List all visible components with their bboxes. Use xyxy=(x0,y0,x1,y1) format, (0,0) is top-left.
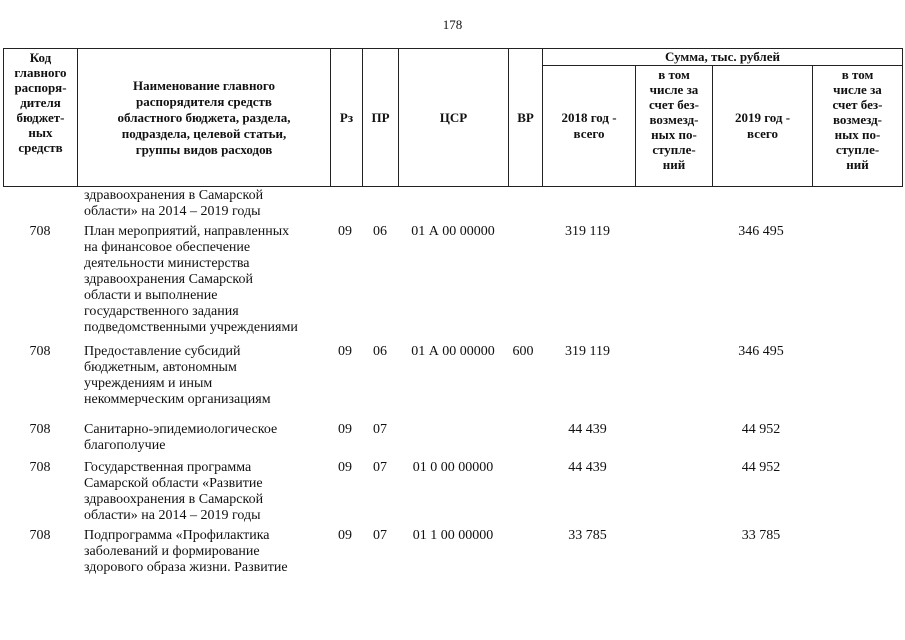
row-rz: 09 xyxy=(338,344,352,359)
row-y2019: 44 952 xyxy=(741,460,781,475)
row-name: здравоохранения в Самарской области» на 2014 – 2019 годы xyxy=(84,188,264,219)
row-rz: 09 xyxy=(338,224,352,239)
row-rz: 09 xyxy=(338,460,352,475)
row-csr: 01 А 00 00000 xyxy=(411,224,495,239)
header-y2019: 2019 год - всего xyxy=(713,66,813,187)
row-pr: 06 xyxy=(373,344,387,359)
row-code: 708 xyxy=(29,528,51,543)
row-pr: 07 xyxy=(373,422,387,437)
row-pr: 07 xyxy=(373,460,387,475)
row-csr: 01 1 00 00000 xyxy=(412,528,494,543)
row-code: 708 xyxy=(29,344,51,359)
row-y2019: 44 952 xyxy=(741,422,781,437)
row-y2019: 346 495 xyxy=(738,224,784,239)
row-rz: 09 xyxy=(338,422,352,437)
header-free2018: в том числе за счет без- возмезд- ных по- ступле- ний xyxy=(636,66,713,187)
table-header xyxy=(3,48,903,187)
row-y2018: 44 439 xyxy=(568,422,607,437)
row-vr: 600 xyxy=(512,344,534,359)
row-pr: 06 xyxy=(373,224,387,239)
row-csr: 01 0 00 00000 xyxy=(412,460,494,475)
row-name: Санитарно-эпидемиологическое благополучие xyxy=(84,422,278,453)
row-code: 708 xyxy=(29,224,51,239)
header-rz: Рз xyxy=(331,49,363,187)
row-name: Подпрограмма «Профилактика заболеваний и формирование здорового образа жизни. Развитие xyxy=(84,528,288,575)
header-pr: ПР xyxy=(363,49,399,187)
header-sum: Сумма, тыс. рублей xyxy=(543,49,903,66)
header-csr: ЦСР xyxy=(399,49,509,187)
header-code: Код главного распоря- дителя бюджет- ных средств xyxy=(4,49,78,187)
row-y2018: 319 119 xyxy=(565,344,610,359)
row-y2018: 33 785 xyxy=(568,528,607,543)
header-y2018: 2018 год - всего xyxy=(543,66,636,187)
header-vr: ВР xyxy=(509,49,543,187)
row-pr: 07 xyxy=(373,528,387,543)
page-number: 178 xyxy=(442,17,463,32)
row-y2018: 44 439 xyxy=(568,460,607,475)
row-name: Государственная программа Самарской области «Развитие здравоохранения в Самарской области» на 2014 – 2019 годы xyxy=(84,460,264,523)
row-rz: 09 xyxy=(338,528,352,543)
header-free2019: в том числе за счет без- возмезд- ных по- ступле- ний xyxy=(813,66,903,187)
row-name: Предоставление субсидий бюджетным, автономным учреждениям и иным некоммерческим организациям xyxy=(84,344,271,407)
header-name: Наименование главного распорядителя средств областного бюджета, раздела, подраздела, целевой статьи, группы видов расходов xyxy=(78,49,331,187)
row-y2019: 346 495 xyxy=(738,344,784,359)
row-code: 708 xyxy=(29,422,51,437)
row-y2018: 319 119 xyxy=(565,224,610,239)
row-y2019: 33 785 xyxy=(741,528,781,543)
row-name: План мероприятий, направленных на финансовое обеспечение деятельности министерства здравоохранения Самарской области и выполнение государственного задания подведомственными учреждениями xyxy=(84,224,298,335)
row-code: 708 xyxy=(29,460,51,475)
row-csr: 01 А 00 00000 xyxy=(411,344,495,359)
